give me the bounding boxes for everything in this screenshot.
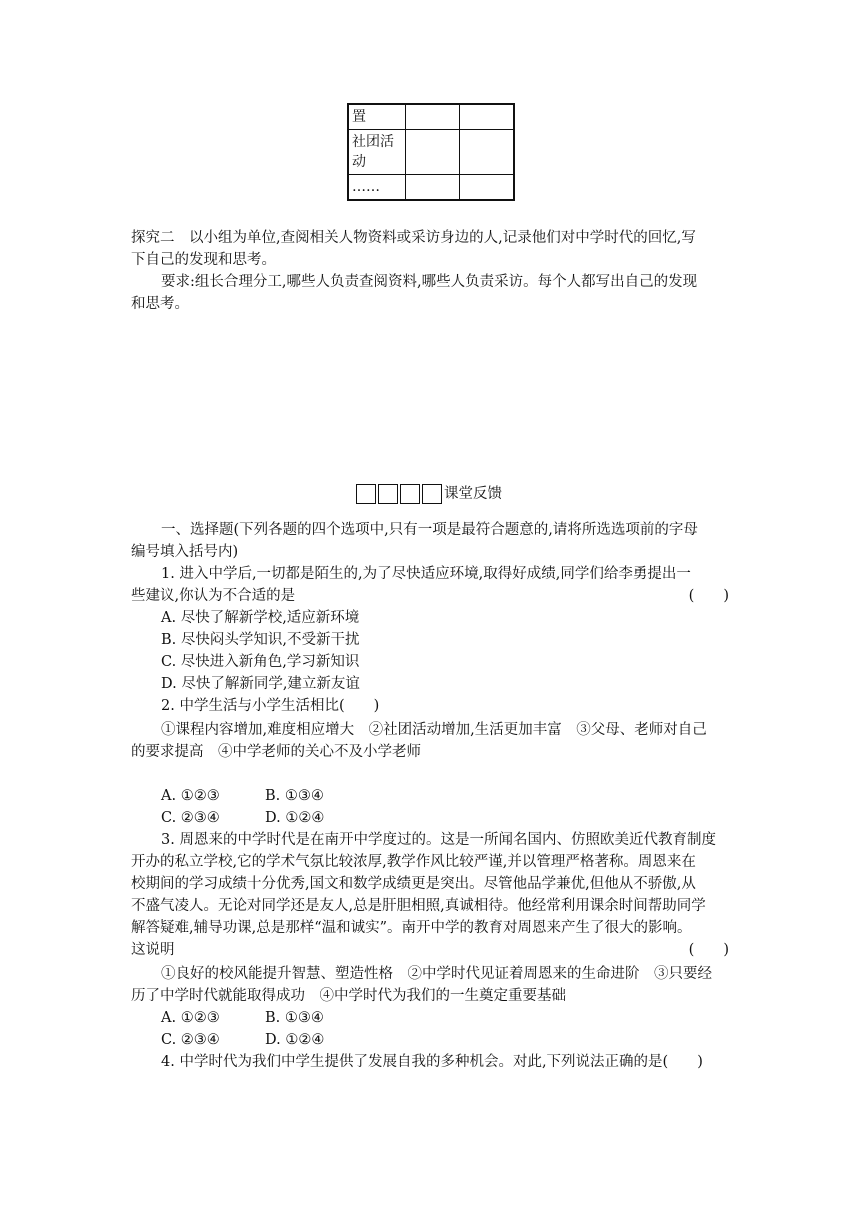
q2-statements-line2: 的要求提高 ④中学老师的关心不及小学老师 bbox=[131, 744, 421, 760]
q4-stem: 4. 中学时代为我们中学生提供了发展自我的多种机会。对此,下列说法正确的是( ) bbox=[161, 1054, 703, 1070]
q3-stem-line2: 开办的私立学校,它的学术气氛比较浓厚,教学作风比较严谨,并以管理严格著称。周恩来在 bbox=[131, 854, 696, 870]
table-cell bbox=[460, 130, 515, 175]
q3-answer-paren: ( ) bbox=[688, 942, 729, 958]
q1-option-d: D. 尽快了解新同学,建立新友谊 bbox=[161, 676, 360, 692]
explore2-requirement-line2: 和思考。 bbox=[131, 296, 189, 312]
q3-statements-line2: 历了中学时代就能取得成功 ④中学时代为我们的一生奠定重要基础 bbox=[131, 988, 566, 1004]
q3-stem-line6: 这说明 bbox=[131, 942, 175, 958]
q3-option-c: C. ②③④ bbox=[161, 1032, 220, 1048]
q2-option-c: C. ②③④ bbox=[161, 810, 220, 826]
q2-option-d: D. ①②④ bbox=[265, 810, 325, 826]
q1-option-b: B. 尽快闷头学知识,不受新干扰 bbox=[161, 632, 360, 648]
q3-stem-line5: 解答疑难,辅导功课,总是那样“温和诚实”。南开中学的教育对周恩来产生了很大的影响。 bbox=[131, 920, 692, 936]
decorative-box bbox=[400, 484, 420, 504]
q3-stem-line1: 3. 周恩来的中学时代是在南开中学度过的。这是一所闻名国内、仿照欧美近代教育制度 bbox=[161, 832, 716, 848]
table-cell bbox=[406, 175, 460, 201]
q3-options-row2 bbox=[161, 1029, 325, 1051]
section1-instruction-line1: 一、选择题(下列各题的四个选项中,只有一项是最符合题意的,请将所选选项前的字母 bbox=[161, 522, 698, 538]
q3-option-a: A. ①②③ bbox=[161, 1010, 220, 1026]
q3-stem-line3: 校期间的学习成绩十分优秀,国文和数学成绩更是突出。尽管他品学兼优,但他从不骄傲,从 bbox=[131, 876, 696, 892]
q2-options-row2 bbox=[161, 807, 325, 829]
q3-options-row1 bbox=[161, 1007, 324, 1029]
q1-option-c: C. 尽快进入新角色,学习新知识 bbox=[161, 654, 360, 670]
decorative-box bbox=[378, 484, 398, 504]
explore2-line2: 下自己的发现和思考。 bbox=[131, 252, 276, 268]
q1-stem-line1: 1. 进入中学后,一切都是陌生的,为了尽快适应环境,取得好成绩,同学们给李勇提出一 bbox=[161, 566, 691, 582]
decorative-box bbox=[356, 484, 376, 504]
table-cell bbox=[460, 175, 515, 201]
table-row bbox=[348, 130, 514, 175]
q1-option-a: A. 尽快了解新学校,适应新环境 bbox=[161, 610, 360, 626]
q3-statements-line1: ①良好的校风能提升智慧、塑造性格 ②中学时代见证着周恩来的生命进阶 ③只要经 bbox=[161, 966, 712, 982]
feedback-title: 课堂反馈 bbox=[444, 486, 502, 502]
q2-statements-line1: ①课程内容增加,难度相应增大 ②社团活动增加,生活更加丰富 ③父母、老师对自己 bbox=[161, 722, 707, 738]
feedback-header bbox=[356, 483, 502, 505]
q2-stem: 2. 中学生活与小学生活相比( ) bbox=[161, 698, 380, 714]
q2-option-a: A. ①②③ bbox=[161, 788, 220, 804]
table-cell: …… bbox=[348, 175, 406, 201]
section1-instruction-line2: 编号填入括号内) bbox=[131, 544, 239, 560]
q1-answer-paren: ( ) bbox=[688, 588, 729, 604]
table-row bbox=[348, 104, 514, 130]
table-cell bbox=[406, 104, 460, 130]
table-cell: 置 bbox=[348, 104, 406, 130]
q2-options-row1 bbox=[161, 785, 324, 807]
table-cell bbox=[406, 130, 460, 175]
explore2-line1: 探究二 以小组为单位,查阅相关人物资料或采访身边的人,记录他们对中学时代的回忆,写 bbox=[131, 230, 696, 246]
table-row bbox=[348, 175, 514, 201]
table-cell bbox=[460, 104, 515, 130]
q3-option-b: B. ①③④ bbox=[265, 1010, 324, 1026]
decorative-box bbox=[422, 484, 442, 504]
comparison-table bbox=[347, 103, 515, 201]
q3-stem-line4: 不盛气凌人。无论对同学还是友人,总是肝胆相照,真诚相待。他经常利用课余时间帮助同学 bbox=[131, 898, 706, 914]
q3-option-d: D. ①②④ bbox=[265, 1032, 325, 1048]
table-cell: 社团活动 bbox=[348, 130, 406, 175]
explore2-requirement-line1: 要求:组长合理分工,哪些人负责查阅资料,哪些人负责采访。每个人都写出自己的发现 bbox=[161, 274, 698, 290]
q2-option-b: B. ①③④ bbox=[265, 788, 324, 804]
q1-stem-line2: 些建议,你认为不合适的是 bbox=[131, 588, 296, 604]
